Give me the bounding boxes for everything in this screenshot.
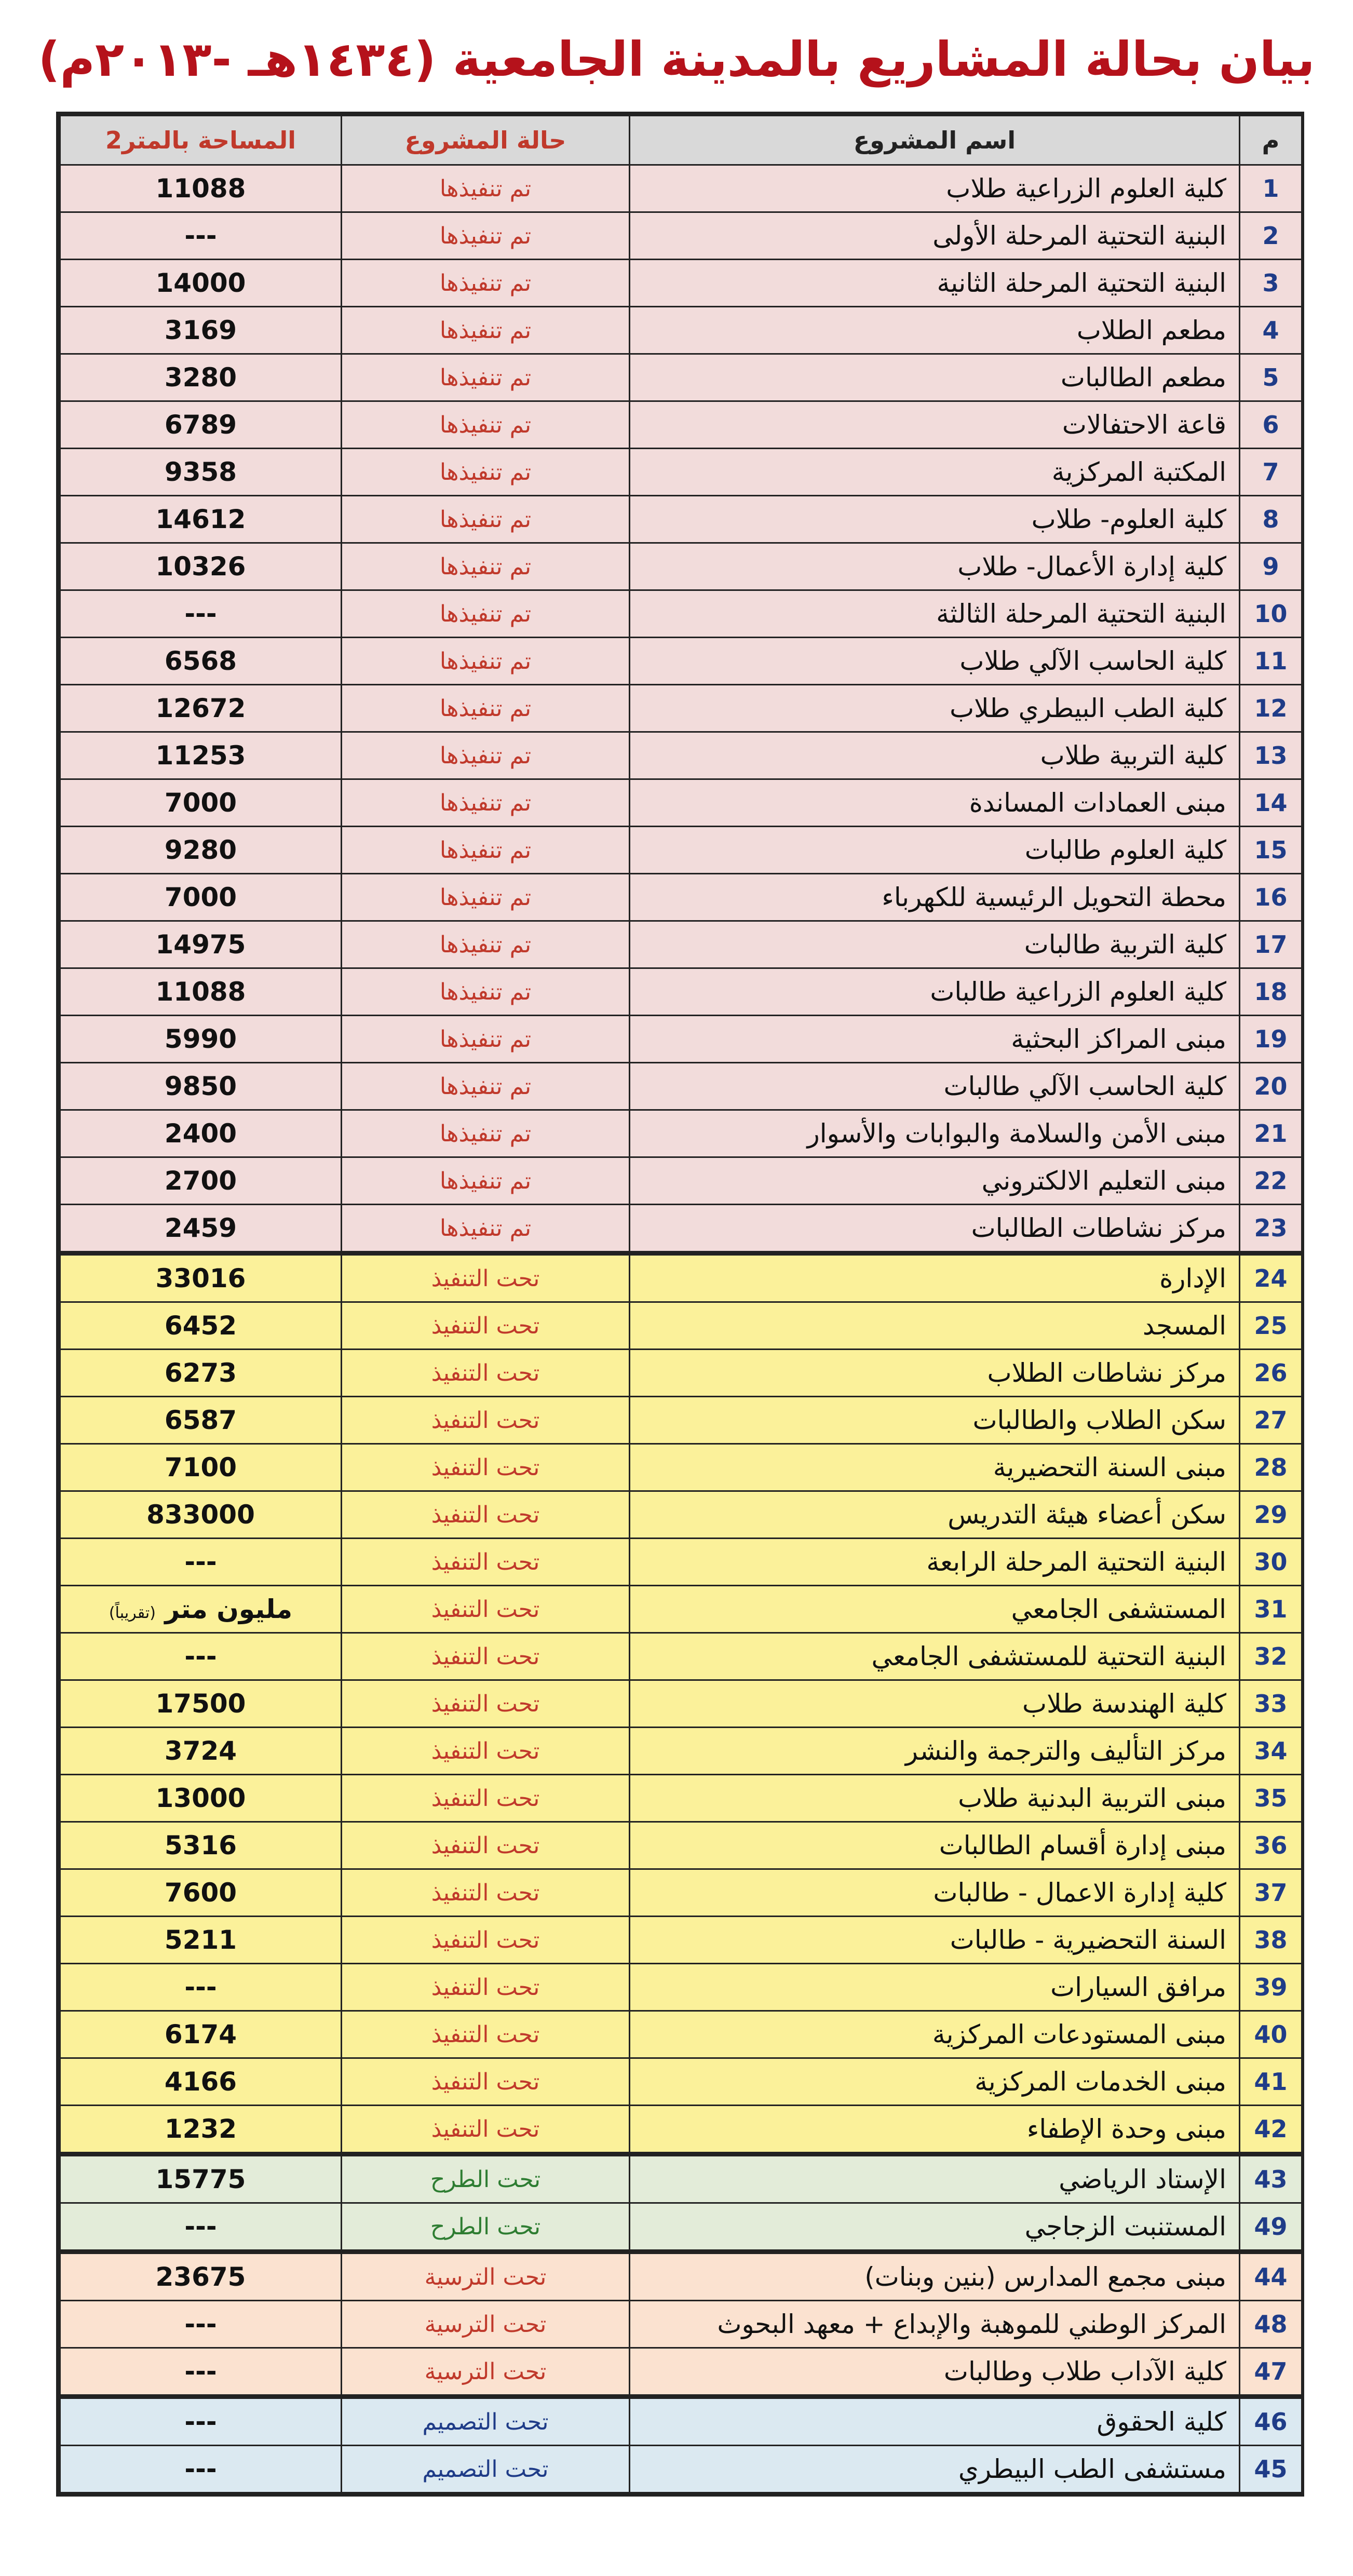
- row-number: 49: [1240, 2203, 1302, 2252]
- project-status: تحت الطرح: [342, 2203, 630, 2252]
- project-status: تحت التصميم: [342, 2397, 630, 2446]
- row-number: 25: [1240, 1302, 1302, 1350]
- project-status: تم تنفيذها: [342, 827, 630, 874]
- project-status: تحت التنفيذ: [342, 2058, 630, 2106]
- table-row: [60, 1350, 1302, 1397]
- project-area: 1232: [60, 2106, 342, 2154]
- row-number: 18: [1240, 968, 1302, 1016]
- project-area: 3280: [60, 354, 342, 401]
- project-status: تم تنفيذها: [342, 921, 630, 968]
- row-number: 19: [1240, 1016, 1302, 1063]
- project-status: تحت التنفيذ: [342, 1302, 630, 1350]
- project-area: ---: [60, 1964, 342, 2011]
- project-status: تحت التنفيذ: [342, 1917, 630, 1964]
- table-row: [60, 1633, 1302, 1680]
- table-row: [60, 1110, 1302, 1157]
- row-number: 11: [1240, 638, 1302, 685]
- project-name: المستنبت الزجاجي: [630, 2203, 1240, 2252]
- project-area: 12672: [60, 685, 342, 732]
- project-status: تم تنفيذها: [342, 779, 630, 827]
- table-row: [60, 2301, 1302, 2348]
- project-status: تم تنفيذها: [342, 590, 630, 638]
- project-status: تم تنفيذها: [342, 354, 630, 401]
- project-area: ---: [60, 2203, 342, 2252]
- table-row: [60, 2058, 1302, 2106]
- table-row: [60, 1397, 1302, 1444]
- project-name: السنة التحضيرية - طالبات: [630, 1917, 1240, 1964]
- project-area: ---: [60, 1633, 342, 1680]
- project-area: 7000: [60, 779, 342, 827]
- table-row: [60, 1063, 1302, 1110]
- project-name: كلية العلوم الزراعية طلاب: [630, 165, 1240, 212]
- table-row: [60, 1302, 1302, 1350]
- project-status: تم تنفيذها: [342, 1157, 630, 1205]
- project-name: المكتبة المركزية: [630, 449, 1240, 496]
- project-area: 2700: [60, 1157, 342, 1205]
- table-row: [60, 1869, 1302, 1917]
- area-value: مليون متر: [165, 1594, 293, 1624]
- row-number: 48: [1240, 2301, 1302, 2348]
- row-number: 47: [1240, 2348, 1302, 2397]
- project-name: مبنى وحدة الإطفاء: [630, 2106, 1240, 2154]
- table-row: [60, 1728, 1302, 1775]
- project-area: 7000: [60, 874, 342, 921]
- table-row: [60, 1444, 1302, 1491]
- table-row: [60, 779, 1302, 827]
- project-status: تم تنفيذها: [342, 165, 630, 212]
- project-area: 2459: [60, 1205, 342, 1253]
- project-status: تم تنفيذها: [342, 685, 630, 732]
- project-area: 5211: [60, 1917, 342, 1964]
- project-name: كلية الطب البيطري طلاب: [630, 685, 1240, 732]
- table-row: [60, 590, 1302, 638]
- project-area: 3169: [60, 307, 342, 354]
- row-number: 43: [1240, 2154, 1302, 2203]
- row-number: 29: [1240, 1491, 1302, 1539]
- project-status: تم تنفيذها: [342, 496, 630, 543]
- project-status: تم تنفيذها: [342, 260, 630, 307]
- project-name: كلية الحقوق: [630, 2397, 1240, 2446]
- project-area: ---: [60, 212, 342, 260]
- row-number: 21: [1240, 1110, 1302, 1157]
- project-name: كلية الحاسب الآلي طلاب: [630, 638, 1240, 685]
- table-row: [60, 2348, 1302, 2397]
- row-number: 15: [1240, 827, 1302, 874]
- project-name: كلية التربية طلاب: [630, 732, 1240, 779]
- row-number: 24: [1240, 1253, 1302, 1302]
- table-row: [60, 1775, 1302, 1822]
- row-number: 41: [1240, 2058, 1302, 2106]
- project-area: 5990: [60, 1016, 342, 1063]
- project-name: مبنى إدارة أقسام الطالبات: [630, 1822, 1240, 1869]
- project-area: ---: [60, 2397, 342, 2446]
- header-num: م: [1240, 116, 1302, 165]
- project-area: 4166: [60, 2058, 342, 2106]
- project-name: كلية الهندسة طلاب: [630, 1680, 1240, 1728]
- project-status: تم تنفيذها: [342, 1063, 630, 1110]
- project-status: تم تنفيذها: [342, 401, 630, 449]
- project-name: مبنى الخدمات المركزية: [630, 2058, 1240, 2106]
- project-area: [60, 1586, 342, 1633]
- table-row: [60, 1491, 1302, 1539]
- row-number: 44: [1240, 2252, 1302, 2301]
- row-number: 9: [1240, 543, 1302, 590]
- table-row: [60, 496, 1302, 543]
- row-number: 34: [1240, 1728, 1302, 1775]
- row-number: 20: [1240, 1063, 1302, 1110]
- project-name: كلية التربية طالبات: [630, 921, 1240, 968]
- table-row: [60, 2203, 1302, 2252]
- projects-table: [59, 115, 1303, 2493]
- row-number: 1: [1240, 165, 1302, 212]
- project-status: تم تنفيذها: [342, 732, 630, 779]
- table-row: [60, 260, 1302, 307]
- project-name: مبنى المراكز البحثية: [630, 1016, 1240, 1063]
- row-number: 10: [1240, 590, 1302, 638]
- project-status: تحت الطرح: [342, 2154, 630, 2203]
- project-area: ---: [60, 2348, 342, 2397]
- table-row: [60, 1157, 1302, 1205]
- project-name: سكن الطلاب والطالبات: [630, 1397, 1240, 1444]
- project-name: الإستاد الرياضي: [630, 2154, 1240, 2203]
- project-area: 23675: [60, 2252, 342, 2301]
- row-number: 32: [1240, 1633, 1302, 1680]
- project-status: تحت الترسية: [342, 2348, 630, 2397]
- row-number: 37: [1240, 1869, 1302, 1917]
- header-status: حالة المشروع: [342, 116, 630, 165]
- row-number: 16: [1240, 874, 1302, 921]
- row-number: 8: [1240, 496, 1302, 543]
- project-name: كلية العلوم- طلاب: [630, 496, 1240, 543]
- project-status: تحت التنفيذ: [342, 1586, 630, 1633]
- project-name: مطعم الطالبات: [630, 354, 1240, 401]
- project-name: سكن أعضاء هيئة التدريس: [630, 1491, 1240, 1539]
- area-note: (تقريباً): [109, 1604, 156, 1622]
- project-area: 3724: [60, 1728, 342, 1775]
- project-name: مبنى التعليم الالكتروني: [630, 1157, 1240, 1205]
- table-row: [60, 1680, 1302, 1728]
- row-number: 5: [1240, 354, 1302, 401]
- table-row: [60, 968, 1302, 1016]
- project-area: 833000: [60, 1491, 342, 1539]
- row-number: 12: [1240, 685, 1302, 732]
- project-name: مرافق السيارات: [630, 1964, 1240, 2011]
- header-area: المساحة بالمتر2: [60, 116, 342, 165]
- row-number: 22: [1240, 1157, 1302, 1205]
- table-row: [60, 685, 1302, 732]
- row-number: 30: [1240, 1539, 1302, 1586]
- row-number: 23: [1240, 1205, 1302, 1253]
- project-area: 6789: [60, 401, 342, 449]
- project-name: مبنى المستودعات المركزية: [630, 2011, 1240, 2058]
- project-name: مركز التأليف والترجمة والنشر: [630, 1728, 1240, 1775]
- project-status: تم تنفيذها: [342, 874, 630, 921]
- project-status: تم تنفيذها: [342, 968, 630, 1016]
- project-name: الإدارة: [630, 1253, 1240, 1302]
- project-status: تحت الترسية: [342, 2252, 630, 2301]
- project-name: كلية العلوم الزراعية طالبات: [630, 968, 1240, 1016]
- project-area: 5316: [60, 1822, 342, 1869]
- table-row: [60, 2106, 1302, 2154]
- project-name: مبنى التربية البدنية طلاب: [630, 1775, 1240, 1822]
- project-status: تحت التنفيذ: [342, 1253, 630, 1302]
- project-area: 17500: [60, 1680, 342, 1728]
- project-status: تم تنفيذها: [342, 1205, 630, 1253]
- row-number: 6: [1240, 401, 1302, 449]
- project-area: 14975: [60, 921, 342, 968]
- row-number: 14: [1240, 779, 1302, 827]
- row-number: 26: [1240, 1350, 1302, 1397]
- table-row: [60, 307, 1302, 354]
- project-area: 7100: [60, 1444, 342, 1491]
- project-area: 9358: [60, 449, 342, 496]
- project-name: المسجد: [630, 1302, 1240, 1350]
- project-name: المركز الوطني للموهبة والإبداع + معهد البحوث: [630, 2301, 1240, 2348]
- project-status: تم تنفيذها: [342, 638, 630, 685]
- project-name: كلية إدارة الاعمال - طالبات: [630, 1869, 1240, 1917]
- project-status: تحت التنفيذ: [342, 1964, 630, 2011]
- table-row: [60, 921, 1302, 968]
- project-status: تم تنفيذها: [342, 212, 630, 260]
- project-name: البنية التحتية المرحلة الرابعة: [630, 1539, 1240, 1586]
- table-row: [60, 543, 1302, 590]
- table-body: [60, 165, 1302, 2493]
- row-number: 40: [1240, 2011, 1302, 2058]
- project-area: 6174: [60, 2011, 342, 2058]
- table-row: [60, 1205, 1302, 1253]
- project-status: تحت التنفيذ: [342, 1633, 630, 1680]
- project-status: تم تنفيذها: [342, 449, 630, 496]
- project-area: ---: [60, 2301, 342, 2348]
- row-number: 46: [1240, 2397, 1302, 2446]
- project-status: تحت التنفيذ: [342, 2011, 630, 2058]
- row-number: 7: [1240, 449, 1302, 496]
- table-row: [60, 1917, 1302, 1964]
- project-status: تحت التنفيذ: [342, 1728, 630, 1775]
- project-name: مطعم الطلاب: [630, 307, 1240, 354]
- row-number: 39: [1240, 1964, 1302, 2011]
- row-number: 35: [1240, 1775, 1302, 1822]
- project-status: تحت التصميم: [342, 2446, 630, 2493]
- project-status: تحت التنفيذ: [342, 1491, 630, 1539]
- table-row: [60, 1016, 1302, 1063]
- table-row: [60, 2154, 1302, 2203]
- project-area: 11253: [60, 732, 342, 779]
- project-name: البنية التحتية المرحلة الثالثة: [630, 590, 1240, 638]
- project-area: 13000: [60, 1775, 342, 1822]
- table-row: [60, 2011, 1302, 2058]
- project-status: تم تنفيذها: [342, 1110, 630, 1157]
- project-area: 7600: [60, 1869, 342, 1917]
- project-name: محطة التحويل الرئيسية للكهرباء: [630, 874, 1240, 921]
- projects-table-container: [56, 112, 1304, 2497]
- project-area: 10326: [60, 543, 342, 590]
- project-name: البنية التحتية المرحلة الأولى: [630, 212, 1240, 260]
- page-title: بيان بحالة المشاريع بالمدينة الجامعية (١٤٣٤هـ -٢٠١٣م): [38, 32, 1315, 87]
- table-row: [60, 1539, 1302, 1586]
- project-name: كلية العلوم طالبات: [630, 827, 1240, 874]
- project-area: 14612: [60, 496, 342, 543]
- project-status: تم تنفيذها: [342, 543, 630, 590]
- table-row: [60, 354, 1302, 401]
- project-status: تحت الترسية: [342, 2301, 630, 2348]
- row-number: 27: [1240, 1397, 1302, 1444]
- table-row: [60, 1822, 1302, 1869]
- project-area: ---: [60, 1539, 342, 1586]
- table-row: [60, 449, 1302, 496]
- project-name: مبنى العمادات المساندة: [630, 779, 1240, 827]
- project-status: تحت التنفيذ: [342, 1444, 630, 1491]
- table-row: [60, 1964, 1302, 2011]
- table-row: [60, 165, 1302, 212]
- header-project-name: اسم المشروع: [630, 116, 1240, 165]
- table-row: [60, 732, 1302, 779]
- table-row: [60, 1586, 1302, 1633]
- table-row: [60, 2397, 1302, 2446]
- project-name: قاعة الاحتفالات: [630, 401, 1240, 449]
- project-name: كلية الآداب طلاب وطالبات: [630, 2348, 1240, 2397]
- project-status: تحت التنفيذ: [342, 1350, 630, 1397]
- project-name: مستشفى الطب البيطري: [630, 2446, 1240, 2493]
- table-row: [60, 874, 1302, 921]
- project-status: تحت التنفيذ: [342, 1539, 630, 1586]
- project-area: 9280: [60, 827, 342, 874]
- row-number: 42: [1240, 2106, 1302, 2154]
- project-name: كلية إدارة الأعمال- طلاب: [630, 543, 1240, 590]
- row-number: 17: [1240, 921, 1302, 968]
- row-number: 38: [1240, 1917, 1302, 1964]
- table-row: [60, 401, 1302, 449]
- project-area: 15775: [60, 2154, 342, 2203]
- row-number: 13: [1240, 732, 1302, 779]
- row-number: 33: [1240, 1680, 1302, 1728]
- project-area: 6452: [60, 1302, 342, 1350]
- project-status: تحت التنفيذ: [342, 1680, 630, 1728]
- project-area: ---: [60, 590, 342, 638]
- project-name: مبنى مجمع المدارس (بنين وبنات): [630, 2252, 1240, 2301]
- project-area: 11088: [60, 968, 342, 1016]
- row-number: 28: [1240, 1444, 1302, 1491]
- project-name: مبنى السنة التحضيرية: [630, 1444, 1240, 1491]
- row-number: 36: [1240, 1822, 1302, 1869]
- project-name: البنية التحتية للمستشفى الجامعي: [630, 1633, 1240, 1680]
- project-area: 6273: [60, 1350, 342, 1397]
- project-name: كلية الحاسب الآلي طالبات: [630, 1063, 1240, 1110]
- table-row: [60, 212, 1302, 260]
- table-header-row: [60, 116, 1302, 165]
- project-status: تحت التنفيذ: [342, 2106, 630, 2154]
- row-number: 31: [1240, 1586, 1302, 1633]
- table-row: [60, 2446, 1302, 2493]
- project-area: 6568: [60, 638, 342, 685]
- project-area: ---: [60, 2446, 342, 2493]
- row-number: 4: [1240, 307, 1302, 354]
- project-area: 11088: [60, 165, 342, 212]
- row-number: 3: [1240, 260, 1302, 307]
- project-area: 33016: [60, 1253, 342, 1302]
- project-area: 2400: [60, 1110, 342, 1157]
- table-row: [60, 827, 1302, 874]
- project-area: 14000: [60, 260, 342, 307]
- project-area: 6587: [60, 1397, 342, 1444]
- project-status: تحت التنفيذ: [342, 1869, 630, 1917]
- project-status: تم تنفيذها: [342, 1016, 630, 1063]
- table-row: [60, 1253, 1302, 1302]
- project-name: مركز نشاطات الطلاب: [630, 1350, 1240, 1397]
- project-name: مركز نشاطات الطالبات: [630, 1205, 1240, 1253]
- table-row: [60, 638, 1302, 685]
- table-row: [60, 2252, 1302, 2301]
- project-name: المستشفى الجامعي: [630, 1586, 1240, 1633]
- project-name: مبنى الأمن والسلامة والبوابات والأسوار: [630, 1110, 1240, 1157]
- row-number: 45: [1240, 2446, 1302, 2493]
- project-area: 9850: [60, 1063, 342, 1110]
- project-status: تحت التنفيذ: [342, 1397, 630, 1444]
- project-status: تحت التنفيذ: [342, 1775, 630, 1822]
- project-name: البنية التحتية المرحلة الثانية: [630, 260, 1240, 307]
- project-status: تم تنفيذها: [342, 307, 630, 354]
- project-status: تحت التنفيذ: [342, 1822, 630, 1869]
- row-number: 2: [1240, 212, 1302, 260]
